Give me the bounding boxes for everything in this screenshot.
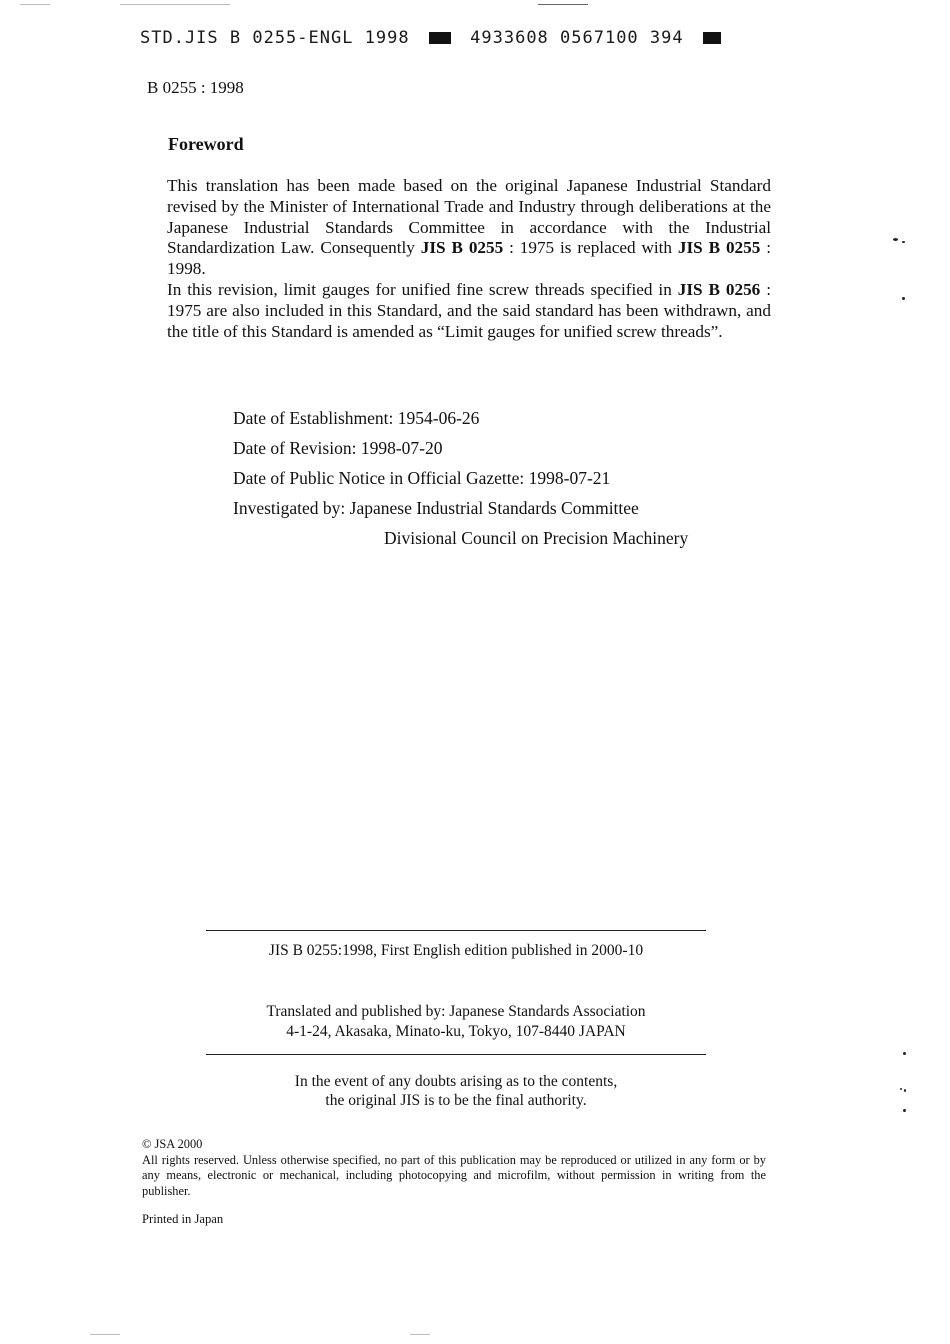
- divider-bottom: [206, 1054, 706, 1055]
- date-establishment: Date of Establishment: 1954-06-26: [233, 408, 480, 428]
- printed-in: Printed in Japan: [142, 1212, 224, 1226]
- header-code-part1: STD.JIS B 0255-ENGL 1998: [140, 28, 410, 48]
- edition-note: JIS B 0255:1998, First English edition published in 2000-10: [268, 942, 644, 959]
- scan-speck: [900, 1088, 902, 1090]
- scan-artifact: [120, 4, 230, 5]
- dates-block: [233, 403, 688, 553]
- rights-statement: All rights reserved. Unless otherwise specified, no part of this publication may be reproduced or utilized in any form or by any means, electronic or mechanical, including photocopying and microfilm, without permission in writing from the publisher.: [142, 1152, 766, 1198]
- copyright-line: © JSA 2000: [142, 1137, 203, 1151]
- legal-notice: [142, 1137, 766, 1199]
- scan-artifact: [90, 1334, 120, 1335]
- scan-speck: [904, 1089, 906, 1092]
- foreword-title: Foreword: [168, 134, 244, 154]
- scan-artifact: [410, 1334, 430, 1335]
- publisher-address: 4-1-24, Akasaka, Minato-ku, Tokyo, 107-8440 JAPAN: [286, 1023, 626, 1040]
- scan-speck: [903, 1109, 906, 1112]
- investigated-council: Divisional Council on Precision Machinery: [384, 528, 689, 548]
- divider-top: [206, 930, 706, 931]
- investigated-by: [233, 493, 688, 523]
- scan-speck: [902, 241, 905, 243]
- foreword-body: [167, 176, 771, 342]
- date-public-notice: Date of Public Notice in Official Gazette: 1998-07-21: [233, 468, 611, 488]
- header-block-mark: [703, 32, 721, 44]
- foreword-paragraph-2: In this revision, limit gauges for unified fine screw threads specified in JIS B 0256 : 1975 are also included in this Standard, and the said standard has been withdrawn, and the title of this Standard is amended as “Limit gauges for unified screw threads”.: [167, 279, 771, 341]
- header-block-mark: [429, 32, 451, 44]
- scan-artifact: [538, 4, 588, 5]
- scan-speck: [903, 1052, 906, 1055]
- publisher-line: Translated and published by: Japanese Standards Association: [266, 1003, 646, 1020]
- header-code-part2: 4933608 0567100 394: [470, 28, 684, 48]
- scan-speck: [902, 297, 905, 300]
- document-header-code: [140, 28, 729, 48]
- date-revision: Date of Revision: 1998-07-20: [233, 438, 443, 458]
- authority-line-1: In the event of any doubts arising as to the contents,: [294, 1073, 618, 1090]
- authority-note: [206, 1072, 706, 1110]
- scan-artifact: [20, 4, 50, 5]
- standard-number: B 0255 : 1998: [147, 78, 244, 97]
- investigated-committee: Japanese Industrial Standards Committee: [349, 498, 639, 518]
- publisher-info: [206, 1002, 706, 1042]
- investigated-label: Investigated by:: [233, 498, 350, 518]
- scan-speck: [893, 238, 898, 241]
- authority-line-2: the original JIS is to be the final authority.: [325, 1092, 587, 1109]
- foreword-paragraph-1: This translation has been made based on the original Japanese Industrial Standard revised by the Minister of International Trade and Industry through deliberations at the Japanese Industrial Standards Committee in accordance with the Industrial Standardization Law. Consequently JIS B 0255 : 1975 is replaced with JIS B 0255 : 1998.: [167, 176, 772, 279]
